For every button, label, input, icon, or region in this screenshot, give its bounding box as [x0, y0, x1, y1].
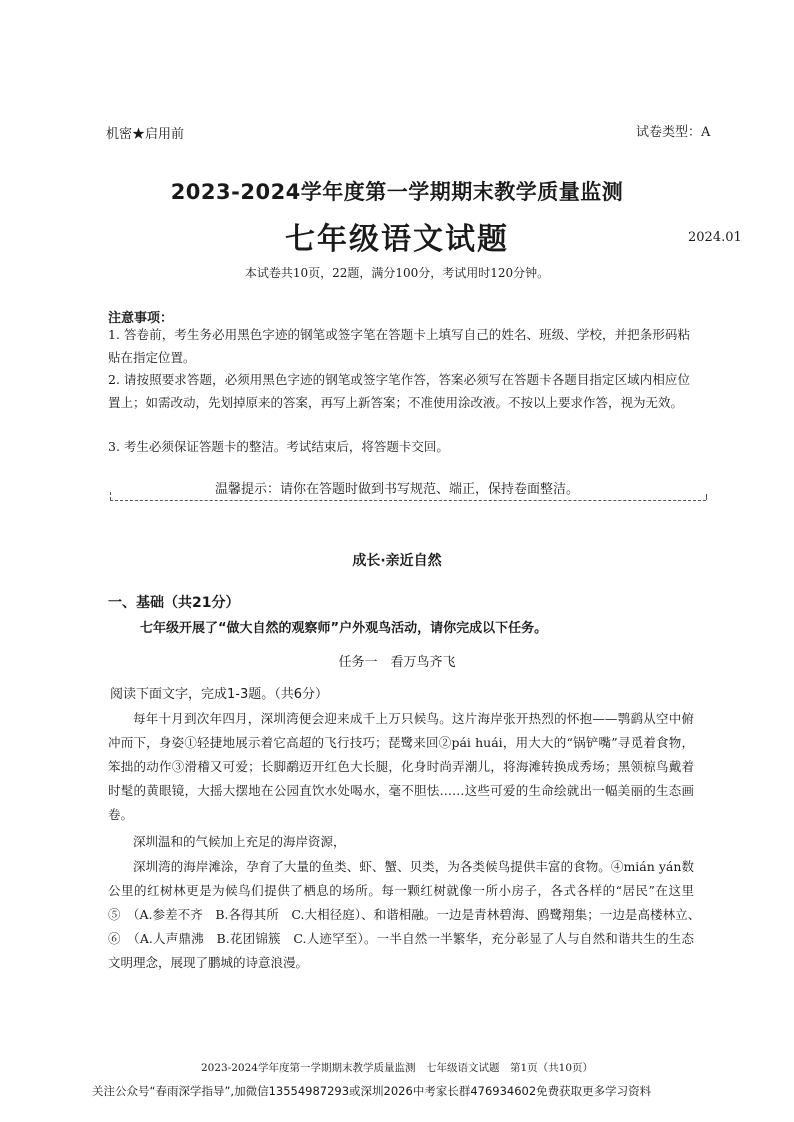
exam-info: 本试卷共10页，22题，满分100分，考试用时120分钟。	[244, 266, 550, 280]
reading-instruction: 阅读下面文字，完成1-3题。（共6分）	[110, 687, 329, 702]
passage-paragraph-2: 深圳温和的气候加上充足的海岸资源，	[133, 834, 346, 849]
warm-tip: 温馨提示：请你在答题时做到书写规范、端正，保持卷面整洁。	[214, 482, 579, 497]
confidential-label: 机密★启用前	[106, 127, 185, 142]
exam-date: 2024.01	[688, 230, 742, 245]
note-item-3: 3. 考生必须保证答题卡的整洁。考试结束后，将答题卡交回。	[108, 439, 449, 454]
page-footer: 2023-2024学年度第一学期期末教学质量监测 七年级语文试题 第1页（共10页）	[200, 1062, 594, 1074]
exam-title: 2023-2024学年度第一学期期末教学质量监测	[170, 180, 624, 204]
task-title: 任务一 看万鸟齐飞	[338, 655, 456, 670]
tip-bracket-left	[110, 492, 111, 500]
section-title: 成长·亲近自然	[352, 553, 442, 569]
subject-title: 七年级语文试题	[285, 222, 509, 257]
promo-text: 关注公众号“春雨深学指导”,加微信13554987293或深圳2026中考家长群476934602免费获取更多学习资料	[92, 1084, 652, 1098]
part-heading: 一、基础（共21分）	[108, 595, 240, 611]
paper-type-label: 试卷类型：A	[636, 125, 711, 140]
notes-heading: 注意事项：	[108, 311, 174, 326]
passage-paragraph-1: 每年十月到次年四月，深圳湾便会迎来成千上万只候鸟。这片海岸张开热烈的怀抱——鹗鹞从空中俯冲而下，身姿①轻捷地展示着它高超的飞行技巧；琵鹭来回②pái huái，用大大的“锅铲嘴”寻觅着食物，笨拙的动作③滑稽又可爱；长脚鹬迈开红色大长腿，化身时尚弄潮儿，将海滩转换成秀场；黑领椋鸟戴着时髦的黄眼镜，大摇大摆地在公园直饮水处喝水，毫不胆怯……这些可爱的生命绘就出一幅美丽的生态画卷。	[108, 711, 694, 822]
tip-bracket-right	[706, 494, 707, 500]
activity-intro: 七年级开展了“做大自然的观察师”户外观鸟活动，请你完成以下任务。	[140, 621, 548, 636]
note-item-1: 1. 答卷前，考生务必用黑色字迹的钢笔或签字笔在答题卡上填写自己的姓名、班级、学校，并把条形码粘贴在指定位置。	[108, 327, 690, 365]
tip-divider	[110, 500, 706, 501]
note-item-2: 2. 请按照要求答题，必须用黑色字迹的钢笔或签字笔作答，答案必须写在答题卡各题目指定区域内相应位置上；如需改动，先划掉原来的答案，再写上新答案；不准使用涂改液。不按以上要求作答，视为无效。	[108, 372, 690, 410]
passage-paragraph-3: 深圳湾的海岸滩涂，孕育了大量的鱼类、虾、蟹、贝类，为各类候鸟提供丰富的食物。④mián yán数公里的红树林更是为候鸟们提供了栖息的场所。每一颗红树就像一所小房子，各式各样的“居民”在这里 ⑤ （A.参差不齐 B.各得其所 C.大相径庭）、和谐相融。一边是青林碧海、鸥鹭翔集；一边是高楼林立、 ⑥ （A.人声鼎沸 B.花团锦簇 C.人迹罕至）。一半自然一半繁华，充分彰显了人与自然和谐共生的生态文明理念，展现了鹏城的诗意浪漫。	[108, 859, 707, 970]
